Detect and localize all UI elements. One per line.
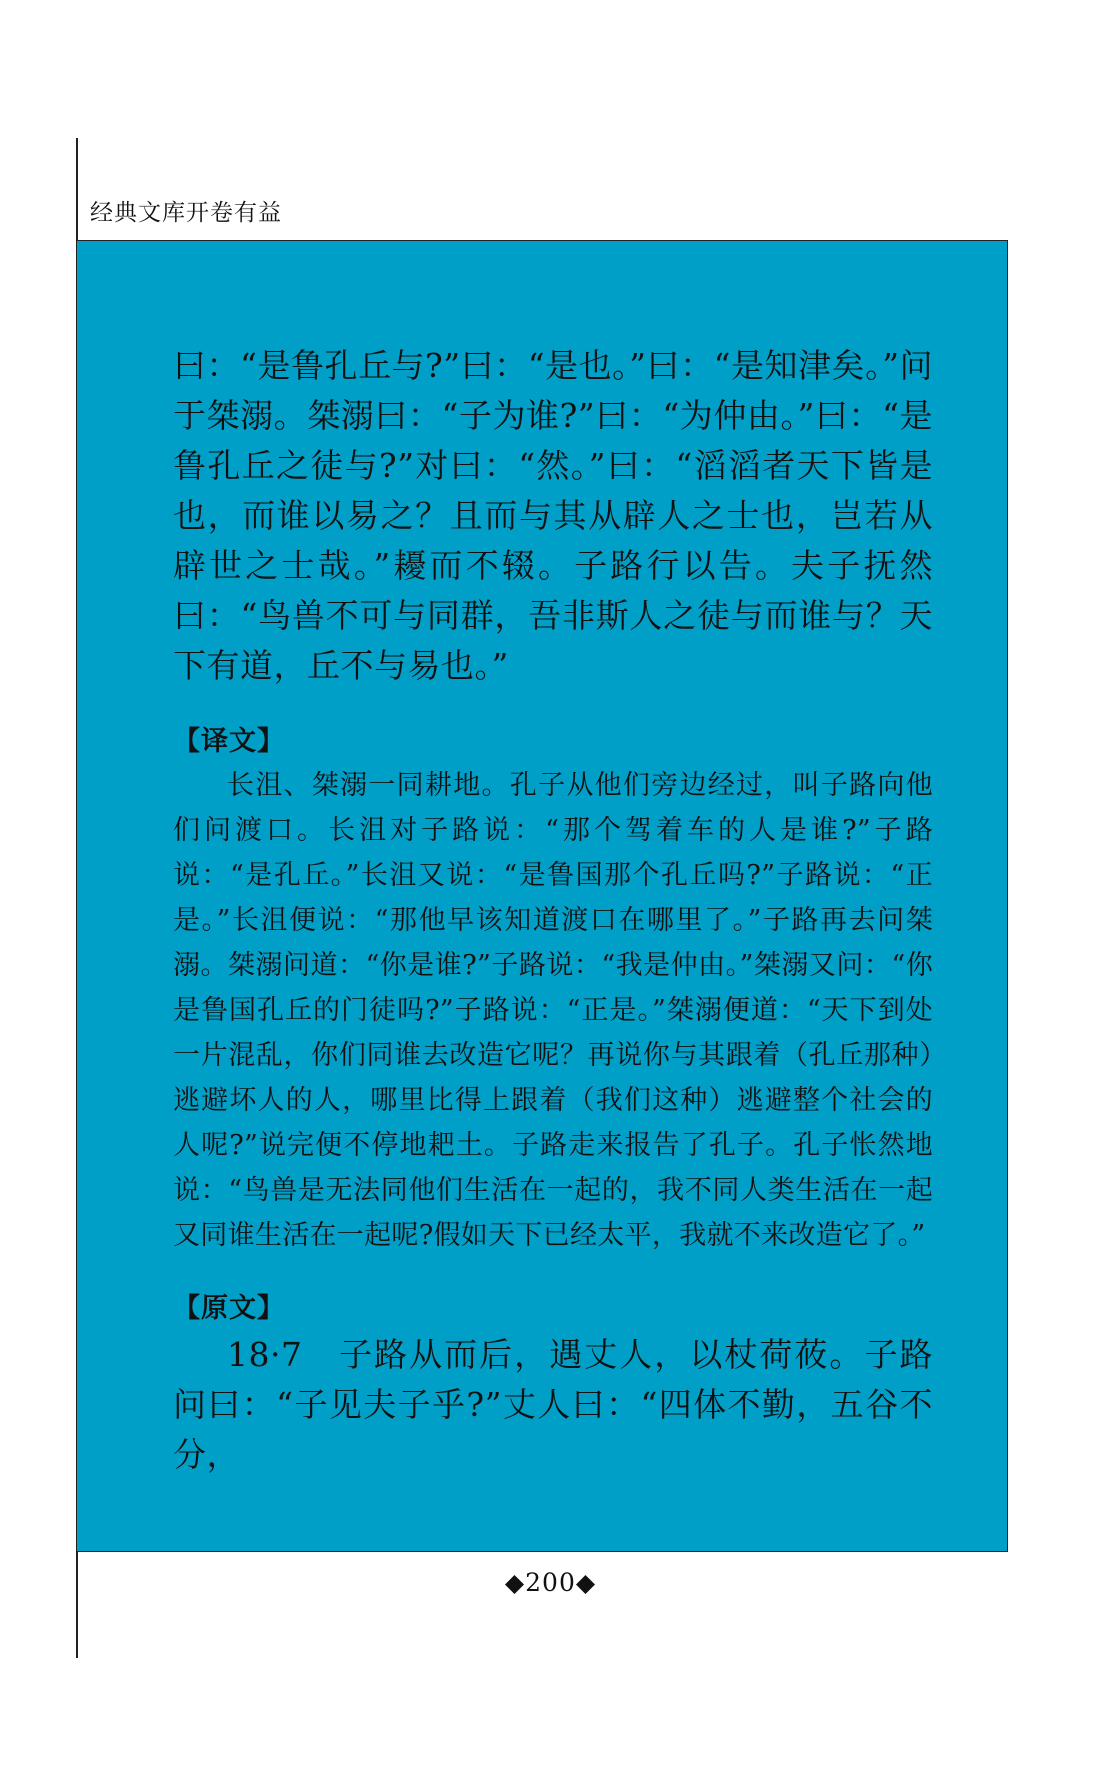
running-header: 经典文库开卷有益 <box>90 200 282 226</box>
original-passage-continued: 曰：“是鲁孔丘与?”曰：“是也。”曰：“是知津矣。”问于桀溺。桀溺曰：“子为谁?”曰：“为仲由。”曰：“是鲁孔丘之徒与?”对曰：“然。”曰：“滔滔者天下皆是也，而谁以易之？且而与其从辟人之士也，岂若从辟世之士哉。”耰而不辍。子路行以告。夫子抚然曰：“鸟兽不可与同群，吾非斯人之徒与而谁与？天下有道，丘不与易也。” <box>173 346 933 685</box>
text-panel <box>76 240 1008 1552</box>
translation-paragraph: 长沮、桀溺一同耕地。孔子从他们旁边经过，叫子路向他们问渡口。长沮对子路说：“那个驾着车的人是谁?”子路说：“是孔丘。”长沮又说：“是鲁国那个孔丘吗?”子路说：“正是。”长沮便说：“那他早该知道渡口在哪里了。”子路再去问桀溺。桀溺问道：“你是谁?”子路说：“我是仲由。”桀溺又问：“你是鲁国孔丘的门徒吗?”子路说：“正是。”桀溺便道：“天下到处一片混乱，你们同谁去改造它呢？再说你与其跟着（孔丘那种）逃避坏人的人，哪里比得上跟着（我们这种）逃避整个社会的人呢?”说完便不停地耙土。子路走来报告了孔子。孔子怅然地说：“鸟兽是无法同他们生活在一起的，我不同人类生活在一起又同谁生活在一起呢?假如天下已经太平，我就不来改造它了。” <box>173 770 933 1251</box>
original-passage: 18·7 子路从而后，遇丈人，以杖荷莜。子路问曰：“子见夫子乎?”丈人曰：“四体不勤，五谷不分， <box>173 1335 933 1474</box>
translation-heading: 【译文】 <box>173 726 285 757</box>
page-number: ◆200◆ <box>504 1568 597 1597</box>
original-heading: 【原文】 <box>173 1293 285 1324</box>
content-area <box>173 341 933 1480</box>
